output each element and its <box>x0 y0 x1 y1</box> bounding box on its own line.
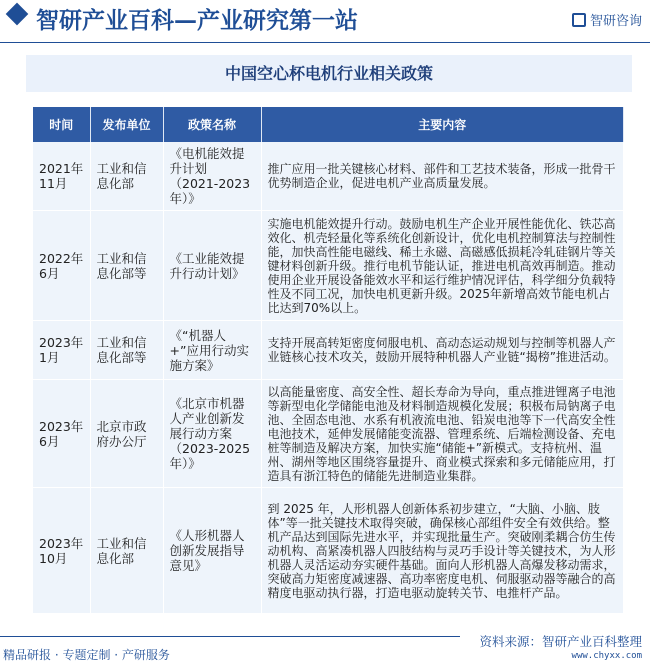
cell-content: 支持开展高转矩密度伺服电机、高动态运动规划与控制等机器人产业链核心技术攻关，鼓励开展特种机器人产业链“揭榜”推进活动。 <box>261 321 624 380</box>
cell-issuer: 工业和信息化部 <box>90 488 163 614</box>
table-row <box>33 211 624 321</box>
cell-policy: 《工业能效提升行动计划》 <box>163 211 261 321</box>
cell-date: 2023年6月 <box>33 380 90 488</box>
col-header-policy: 政策名称 <box>163 107 261 142</box>
table-header-row <box>33 107 624 142</box>
cell-issuer: 工业和信息化部等 <box>90 321 163 380</box>
cell-date: 2022年6月 <box>33 211 90 321</box>
brand-name: 智研咨询 <box>589 14 642 29</box>
table-title: 中国空心杯电机行业相关政策 <box>26 55 632 92</box>
cell-content: 以高能量密度、高安全性、超长寿命为导向，重点推进锂离子电池等新型电化学储能电池及材料制造规模化发展；积极布局钠离子电池、全固态电池、水系有机液流电池、铅炭电池等下一代高安全性电池技术，延伸发展储能变流器、管理系统、后端检测设备、充电桩等制造及解决方案，加快实施“储能+”新模式。支持杭州、温州、湖州等地区围绕容量提升、商业模式探索和多元储能应用，打造具有浙江特色的储能先进制造业集群。 <box>261 380 624 488</box>
col-header-content: 主要内容 <box>261 107 624 142</box>
cell-date: 2023年1月 <box>33 321 90 380</box>
cell-policy: 《北京市机器人产业创新发展行动方案（2023-2025年）》 <box>163 380 261 488</box>
cell-content: 到 2025 年，人形机器人创新体系初步建立，“大脑、小脑、肢体”等一批关键技术取得突破，确保核心部组件安全有效供给。整机产品达到国际先进水平，并实现批量生产。突破刚柔耦合仿生传动机构、高紧凑机器人四肢结构与灵巧手设计等关键技术，为人形机器人灵活运动夯实硬件基础。面向人形机器人高爆发移动需求，突破高力矩密度减速器、高功率密度电机、伺服驱动器等融合的高精度电驱动执行器，打造电驱动旋转关节、电推杆产品。 <box>261 488 624 614</box>
footer-slogan: 精品研报 · 专题定制 · 产研服务 <box>3 648 170 662</box>
footer-divider <box>0 636 460 637</box>
brand-logo[interactable] <box>572 10 642 29</box>
diamond-icon <box>6 3 29 26</box>
cell-content: 实施电机能效提升行动。鼓励电机生产企业开展性能优化、铁芯高效化、机壳轻量化等系统化创新设计，优化电机控制算法与控制性能，加快高性能电磁线、稀土永磁、高磁感低损耗冷轧硅钢片等关键材料创新升级。推行电机节能认证，推进电机高效再制造。推动使用企业开展设备能效水平和运行维护情况评估，科学细分负载特性及不同工况，加快电机更新升级。2025年新增高效节能电机占比达到70%以上。 <box>261 211 624 321</box>
cell-content: 推广应用一批关键核心材料、部件和工艺技术装备，形成一批骨干优势制造企业，促进电机产业高质量发展。 <box>261 142 624 211</box>
table-row <box>33 321 624 380</box>
col-header-issuer: 发布单位 <box>90 107 163 142</box>
cell-policy: 《电机能效提升计划（2021-2023年）》 <box>163 142 261 211</box>
footer-url[interactable]: www.chyxx.com <box>571 651 642 661</box>
cell-issuer: 工业和信息化部 <box>90 142 163 211</box>
table-row <box>33 488 624 614</box>
cell-policy: 《人形机器人创新发展指导意见》 <box>163 488 261 614</box>
table-row <box>33 142 624 211</box>
cell-issuer: 北京市政府办公厅 <box>90 380 163 488</box>
site-header <box>0 0 650 43</box>
logo-icon <box>572 13 586 27</box>
cell-policy: 《“机器人+”应用行动实施方案》 <box>163 321 261 380</box>
footer-source: 资料来源：智研产业百科整理 <box>479 634 642 649</box>
policy-table <box>33 107 624 614</box>
cell-date: 2023年10月 <box>33 488 90 614</box>
table-row <box>33 380 624 488</box>
site-title: 智研产业百科—产业研究第一站 <box>36 7 358 34</box>
cell-date: 2021年11月 <box>33 142 90 211</box>
cell-issuer: 工业和信息化部等 <box>90 211 163 321</box>
col-header-date: 时间 <box>33 107 90 142</box>
